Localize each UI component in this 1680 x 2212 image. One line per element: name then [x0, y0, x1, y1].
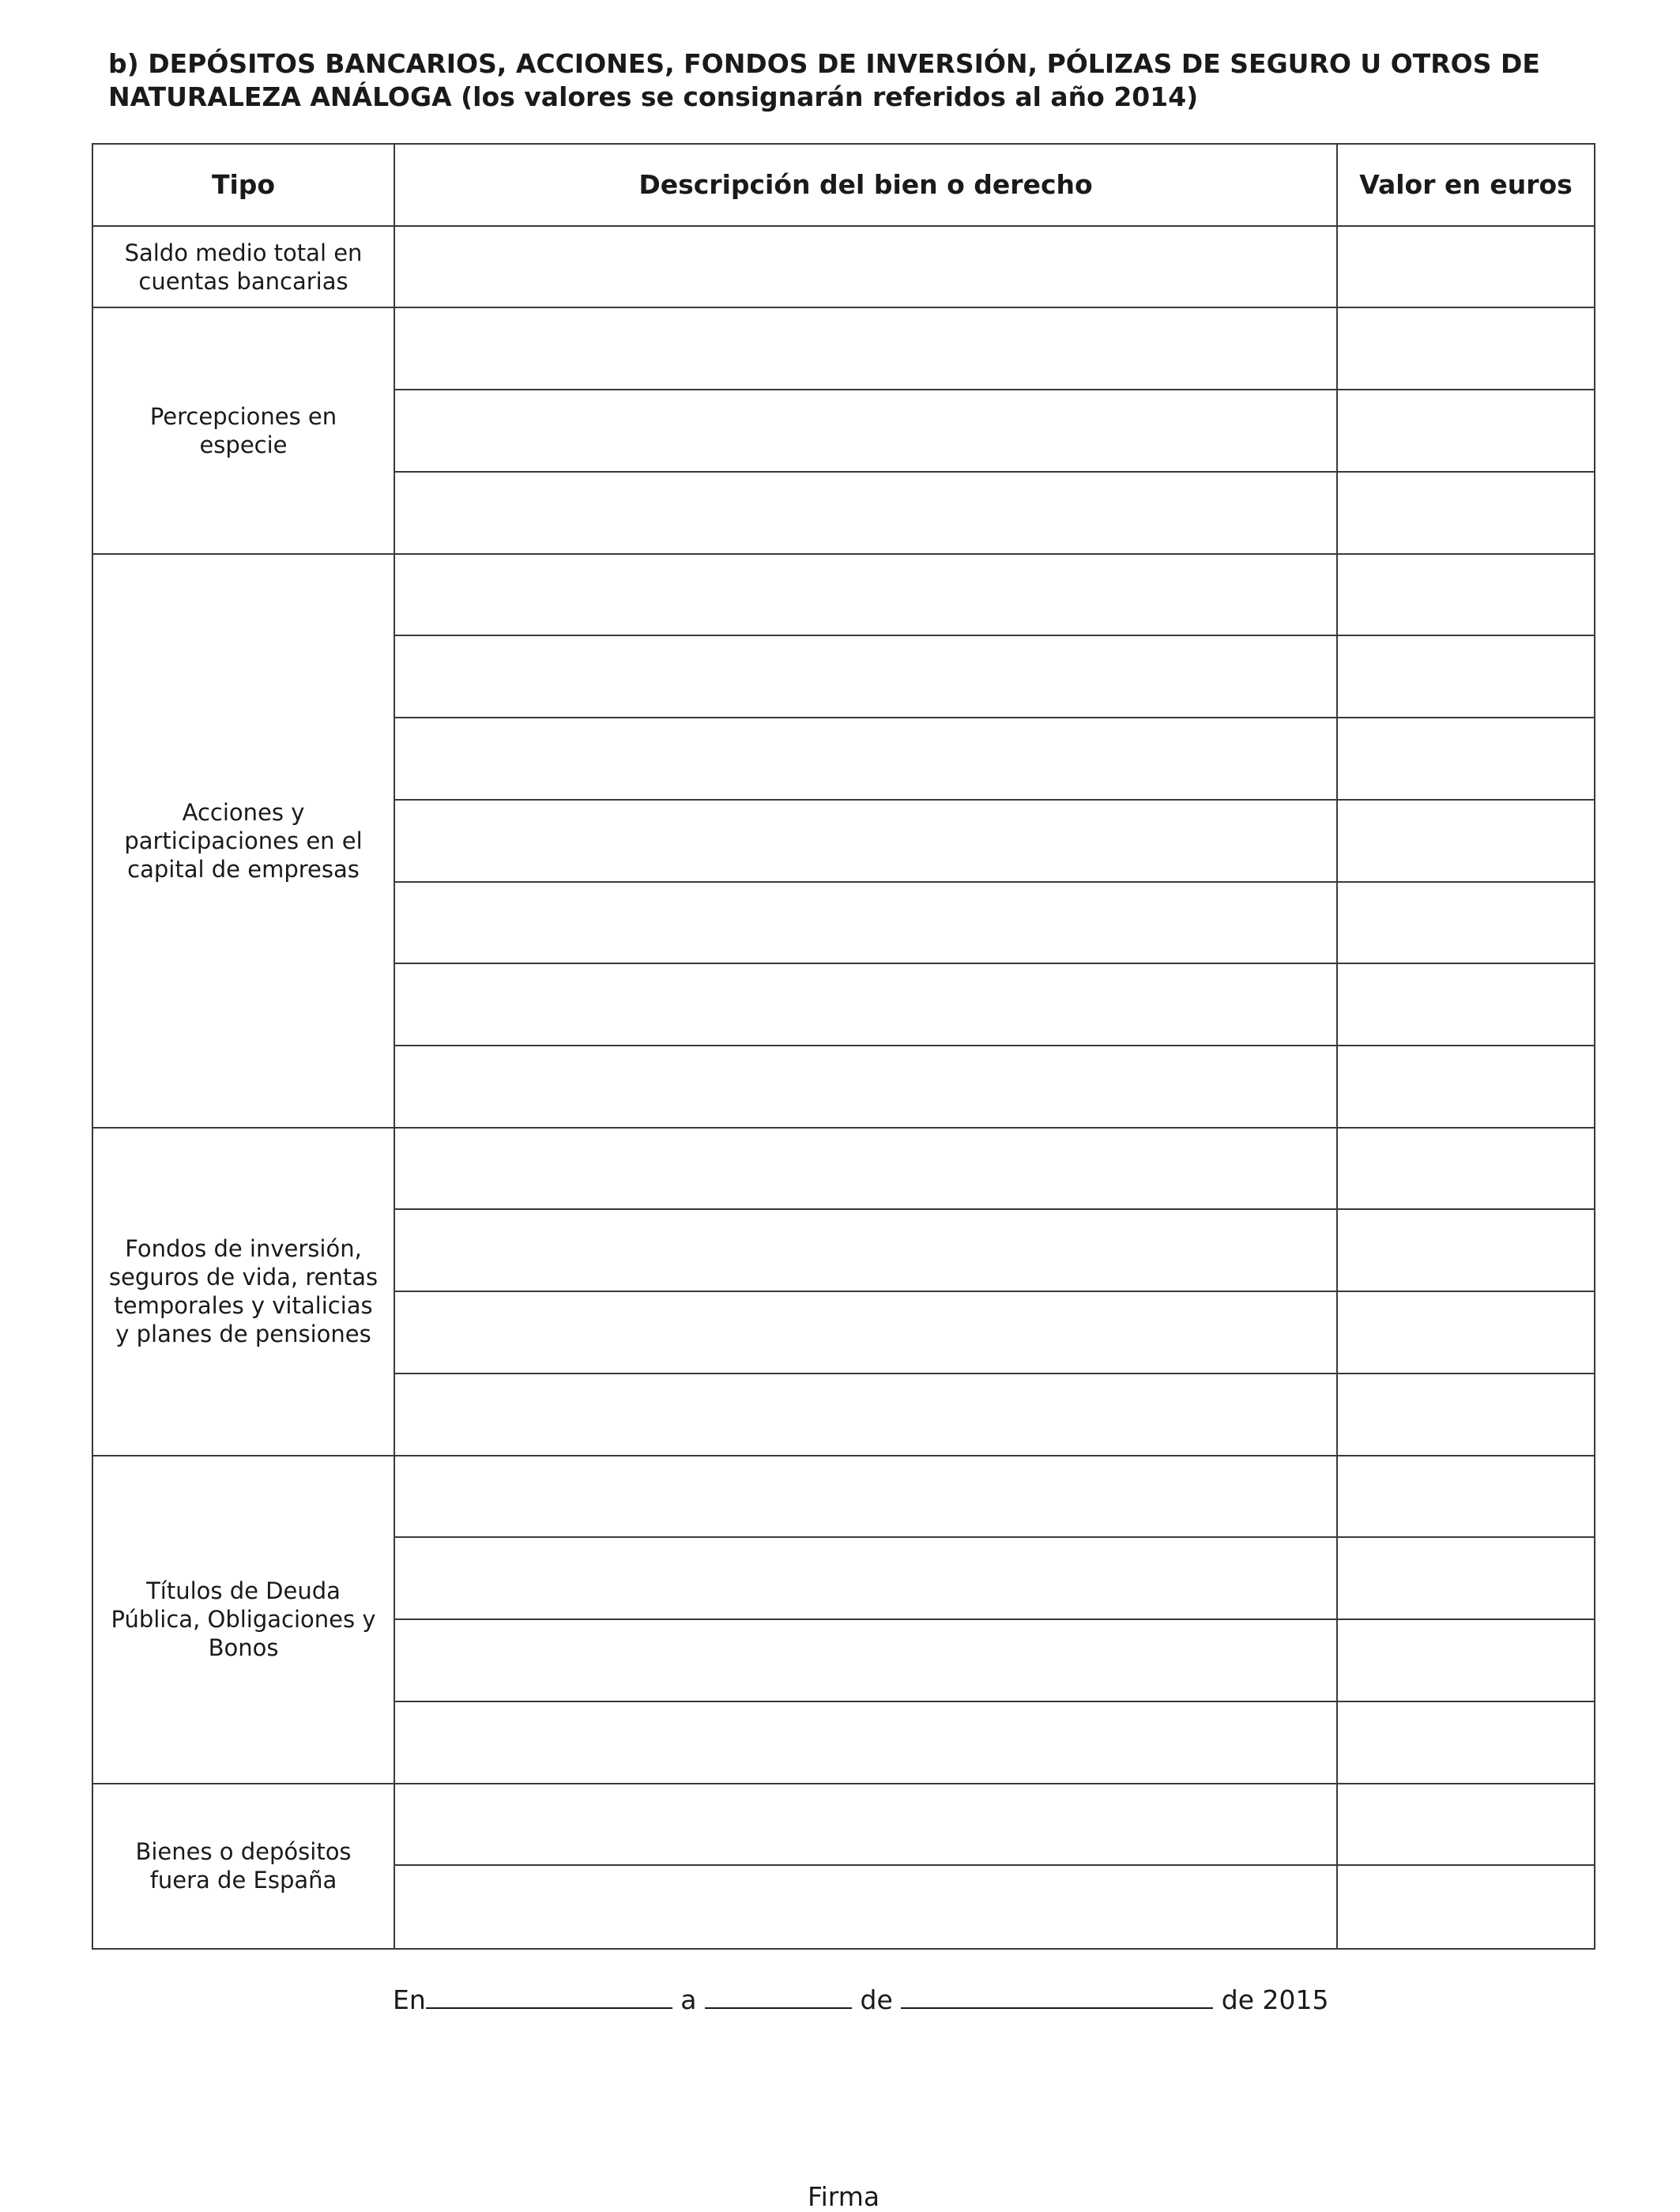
descripcion-field[interactable]	[395, 473, 1338, 555]
valor-field[interactable]	[1338, 1866, 1594, 1948]
tipo-cell: Saldo medio total en cuentas bancarias	[93, 227, 395, 309]
descripcion-field[interactable]	[395, 1374, 1338, 1456]
descripcion-field[interactable]	[395, 555, 1338, 637]
tipo-cell: Percepciones en especie	[93, 308, 395, 554]
date-line	[393, 1984, 1328, 2015]
tipo-cell: Acciones y participaciones en el capital de empresas	[93, 555, 395, 1129]
title-bold-part: NATURALEZA ANÁLOGA	[108, 81, 452, 112]
descripcion-field[interactable]	[395, 1620, 1338, 1702]
year-label: de 2015	[1221, 1984, 1329, 2015]
descripcion-field[interactable]	[395, 1538, 1338, 1620]
descripcion-field[interactable]	[395, 1046, 1338, 1129]
valor-field[interactable]	[1338, 1702, 1594, 1784]
valor-field[interactable]	[1338, 555, 1594, 637]
month-blank[interactable]	[901, 1984, 1213, 2009]
title-rest-part: (los valores se consignarán referidos al año 2014)	[451, 81, 1199, 112]
descripcion-field[interactable]	[395, 801, 1338, 883]
a-label: a	[680, 1984, 697, 2015]
valor-field[interactable]	[1338, 883, 1594, 965]
descripcion-field[interactable]	[395, 883, 1338, 965]
en-label: En	[393, 1984, 426, 2015]
valor-field[interactable]	[1338, 1374, 1594, 1456]
firma-label: Firma	[808, 2181, 880, 2212]
descripcion-field[interactable]	[395, 1702, 1338, 1784]
valor-field[interactable]	[1338, 964, 1594, 1046]
valor-field[interactable]	[1338, 801, 1594, 883]
valor-field[interactable]	[1338, 1784, 1594, 1867]
header-valor: Valor en euros	[1338, 145, 1594, 227]
valor-field[interactable]	[1338, 718, 1594, 801]
descripcion-field[interactable]	[395, 1866, 1338, 1948]
assets-table	[92, 143, 1595, 1950]
descripcion-field[interactable]	[395, 308, 1338, 390]
day-blank[interactable]	[705, 1984, 852, 2009]
valor-field[interactable]	[1338, 227, 1594, 309]
descripcion-field[interactable]	[395, 1784, 1338, 1867]
de-label: de	[860, 1984, 893, 2015]
valor-field[interactable]	[1338, 1129, 1594, 1211]
valor-field[interactable]	[1338, 1620, 1594, 1702]
valor-field[interactable]	[1338, 308, 1594, 390]
descripcion-field[interactable]	[395, 390, 1338, 473]
title-line-2	[108, 81, 1610, 114]
valor-field[interactable]	[1338, 390, 1594, 473]
descripcion-field[interactable]	[395, 1210, 1338, 1292]
tipo-cell: Fondos de inversión, seguros de vida, rentas temporales y vitalicias y planes de pensiones	[93, 1129, 395, 1456]
descripcion-field[interactable]	[395, 636, 1338, 718]
title-line-1: b) DEPÓSITOS BANCARIOS, ACCIONES, FONDOS DE INVERSIÓN, PÓLIZAS DE SEGURO U OTROS DE	[108, 48, 1540, 79]
tipo-cell: Títulos de Deuda Pública, Obligaciones y Bonos	[93, 1456, 395, 1784]
descripcion-field[interactable]	[395, 1292, 1338, 1374]
descripcion-field[interactable]	[395, 1129, 1338, 1211]
header-tipo: Tipo	[93, 145, 395, 227]
descripcion-field[interactable]	[395, 718, 1338, 801]
valor-field[interactable]	[1338, 1210, 1594, 1292]
valor-field[interactable]	[1338, 636, 1594, 718]
valor-field[interactable]	[1338, 1046, 1594, 1129]
section-title	[108, 47, 1610, 114]
valor-field[interactable]	[1338, 1538, 1594, 1620]
descripcion-field[interactable]	[395, 227, 1338, 309]
valor-field[interactable]	[1338, 1292, 1594, 1374]
descripcion-field[interactable]	[395, 1456, 1338, 1539]
descripcion-field[interactable]	[395, 964, 1338, 1046]
header-descripcion: Descripción del bien o derecho	[395, 145, 1338, 227]
valor-field[interactable]	[1338, 473, 1594, 555]
valor-field[interactable]	[1338, 1456, 1594, 1539]
tipo-cell: Bienes o depósitos fuera de España	[93, 1784, 395, 1948]
place-blank[interactable]	[426, 1984, 672, 2009]
